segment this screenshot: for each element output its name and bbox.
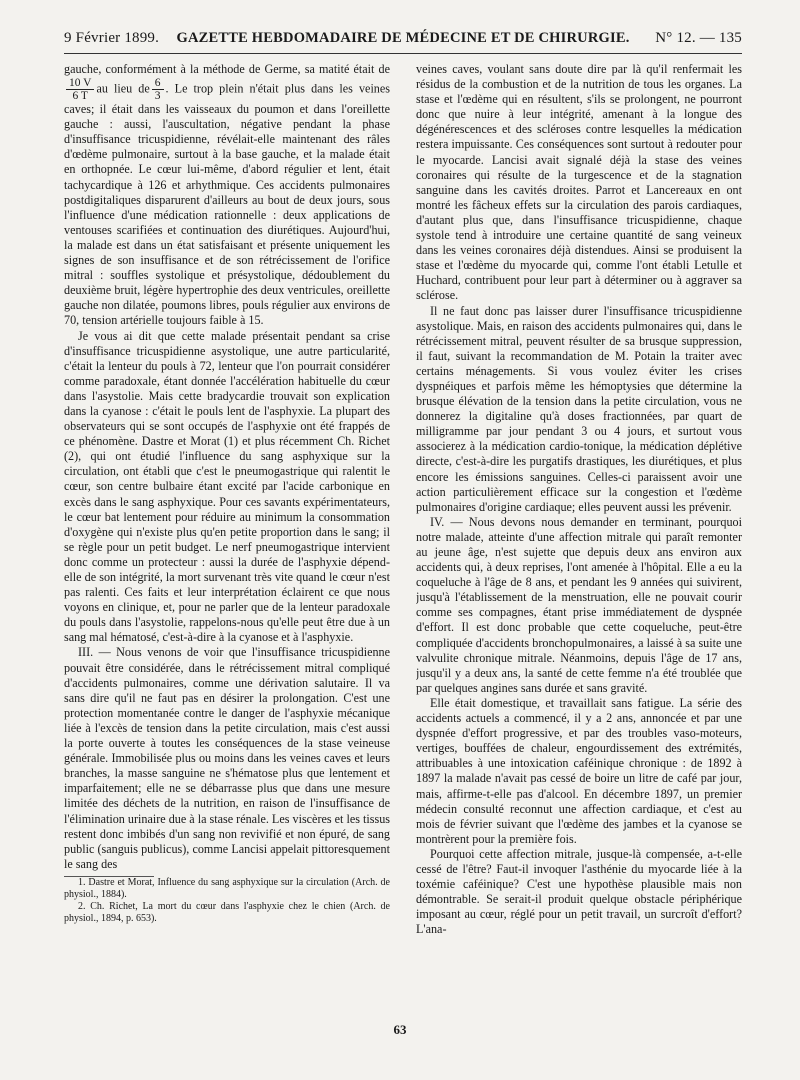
paragraph: Je vous ai dit que cette malade présentait pendant sa crise d'insuffisance tricuspidienne asystolique, une autre particularité, c'était la lenteur du pouls à 72, lenteur que l'on pourrait considérer comme paradoxale, étant donnée l'accélération habituelle du cœur dans l'asystolie. Mais cette bradycardie trouvait son explication dans la cyanose : c'était le pouls lent de l'asphyxie. La plupart des observateurs qui se sont occupés de l'asphyxie ont été frappés de ce phénomène. Dastre et Morat (1) et plus récemment Ch. Richet (2), qui ont étudié l'influence du sang asphyxique sur la circulation, ont établi que c'est le pneumogastrique qui ralentit le cœur, son centre bulbaire étant excité par l'acide carbonique en excès dans le sang asphyxique. Pour ces savants expérimentateurs, le cœur bat lentement pour réduire au minimum la consommation d'oxygène qui n'existe plus qu'en petite proportion dans le sang; il se règle pour un petit budget. Le nerf pneumogastrique intervient donc comme un protecteur : aussi la durée de l'asphyxie dépend-elle de son intégrité, la mort survenant très vite quand le cœur n'est pas ralenti. Ces faits et leur interprétation éclairent ce que nous voyons en clinique, et, pour ne parler que de la lenteur paradoxale du pouls dans l'asystolie, rappelons-nous qu'elle peut être due à un sang mal hématosé, c'est-à-dire à la cyanose et à l'asphyxie.	[64, 328, 390, 645]
header-rule	[64, 53, 742, 54]
folio-page-number: 63	[393, 1022, 407, 1037]
fraction-denominator: 6 T	[72, 90, 88, 103]
fraction	[152, 77, 164, 102]
right-column	[416, 62, 742, 1017]
paragraph	[64, 62, 390, 329]
paragraph: Il ne faut donc pas laisser durer l'insuffisance tricuspidienne asystolique. Mais, en raison des accidents pulmonaires qui, dans le rétrécissement mitral, peuvent résulter de sa brusque suppression, il faut, suivant la recommandation de M. Potain la traiter avec certains ménagements. Si vous voulez éviter les crises dyspnéiques et parfois même les hémoptysies que détermine la brusque élévation de la tension dans la petite circulation, vous ne donnerez la digitaline qu'à doses fractionnées, par quart de milligramme par jour pendant 3 ou 4 jours, et surtout vous associerez à la médication cardio-tonique, la médication déplétive directe, c'est-à-dire les purgatifs drastiques, les diurétiques, et plus encore les émissions sanguines. Celles-ci paraissent avoir une action particulièrement efficace sur la congestion et l'œdème pulmonaires d'origine cardiaque; elles peuvent aussi les prévenir.	[416, 303, 742, 514]
paragraph: III. — Nous venons de voir que l'insuffisance tricuspidienne pouvait être considérée, dans le rétrécissement mitral compliqué d'accidents pulmonaires, comme une dérivation salutaire. Il va sans dire qu'il ne faut pas en désirer la prolongation. C'est une protection momentanée contre le danger de l'asphyxie mécanique liée à l'excès de tension dans la petite circulation, mais c'est aussi la porte ouverte à toutes les conséquences de la stase veineuse générale. Immobilisée plus ou moins dans les veines caves et leurs branches, la masse sanguine ne s'hématose plus que lentement et imparfaitement; elle ne se débarrasse plus que dans une mesure limitée des déchets de la nutrition, en raison de l'insuffisance de l'élimination urinaire due à la stase rénale. Les viscères et les tissus restent donc imbibés d'un sang non revivifié et non épuré, de sang public (sanguis publicus), comme Lancisi appelait pittoresquement le sang des	[64, 645, 390, 871]
running-header	[64, 30, 742, 52]
fraction-denominator: 3	[154, 90, 161, 103]
footnote: 1. Dastre et Morat, Influence du sang asphyxique sur la circulation (Arch. de physiol., 1884).	[64, 876, 390, 900]
text-run: . Le trop plein n'était plus dans les veines caves; il était dans les vaisseaux du poumon et dans l'oreillette gauche : aussi, l'auscultation, négative pendant la phase d'insuffisance tricuspidienne, révélait-elle maintenant des râles d'œdème pulmonaire, surtout à la base gauche, et la malade était en orthopnée. Le cœur lui-même, d'abord régulier et lent, était tachycardique à 126 et arhythmique. Ces accidents pulmonaires postdigitaliques disparurent d'ailleurs au bout de deux jours, sous l'influence d'une médication rationnelle : deux applications de ventouses scarifiées et continuation des diurétiques. Aujourd'hui, la malade est dans un état satisfaisant et présente uniquement les signes de son insuffisance et de son rétrécissement de l'orifice mitral : souffles systolique et présystolique, dédoublement du deuxième bruit, légère hypertrophie des deux ventricules, oreillette gauche non dilatée, poumons libres, pouls régulier aux environs de 70, tension artérielle toujours faible à 15.	[64, 81, 390, 328]
footnote: 2. Ch. Richet, La mort du cœur dans l'asphyxie chez le chien (Arch. de physiol., 1894, p. 653).	[64, 900, 390, 924]
text-run: au lieu de	[96, 81, 150, 96]
paragraph: Pourquoi cette affection mitrale, jusque-là compensée, a-t-elle cessé de l'être? Faut-il invoquer l'asthénie du myocarde liée à la toxémie caféinique? C'est une hypothèse plausible mais non démontrable. Se serait-il produit quelque obstacle périphérique imposant au cœur, réglé pour un petit travail, un surcroît d'effort? L'ana-	[416, 846, 742, 937]
issue-page-number: N° 12. — 135	[655, 30, 742, 46]
paragraph: IV. — Nous devons nous demander en terminant, pourquoi notre malade, atteinte d'une affection mitrale qui paraît remonter au jeune âge, n'est sujette que depuis deux ans environ aux accidents qui, à deux reprises, l'ont amenée à l'hôpital. Elle a eu la coqueluche à l'âge de 8 ans, et pendant les 9 années qui suivirent, jusqu'à l'établissement de la menstruation, elle ne pouvait courir comme ses compagnes, étant prise immédiatement de dyspnée d'effort. Il est donc probable que cette coqueluche, peut-être compliquée d'accidents bronchopulmonaires, a laissé à sa suite une valvulite chronique mitrale. Néanmoins, depuis l'âge de 17 ans, jusqu'il y a deux ans, la santé de cette femme n'a été troublée que par quelques angines sans durée et sans gravité.	[416, 514, 742, 695]
journal-title: GAZETTE HEBDOMADAIRE DE MÉDECINE ET DE CHIRURGIE.	[176, 30, 630, 46]
text-run: gauche, conformément à la méthode de Germe, sa matité était de	[64, 62, 390, 76]
paragraph: veines caves, voulant sans doute dire par là qu'il renfermait les résidus de la combustion et de la nutrition de tous les organes. La stase et l'œdème qui en résultent, s'ils se prolongent, ne pourront donc que nuire à leur intégrité, amenant à la longue des dégénérescences et des scléroses contre lesquelles la médication restera impuissante. Ces conséquences sont surtout à redouter pour le myocarde. Lancisi avait signalé déjà la stase des veines coronaires qui résulte de la turgescence et de la stagnation sanguine dans les cavités droites. Parrot et Lancereaux en ont montré les fâcheux effets sur la circulation des parois cardiaques, d'autant plus que, dans l'insuffisance tricuspidienne, chaque systole tend à introduire une certaine quantité de sang veineux dans les veines coronaires déjà distendues. Ainsi se produisent la stase et l'œdème du myocarde qui, comme l'ont établi Letulle et Huchard, contribuent pour leur part à déterminer ou à aggraver sa sclérose.	[416, 62, 742, 303]
fraction-numerator: 10 V	[66, 77, 94, 90]
fraction-numerator: 6	[152, 77, 164, 90]
issue-date: 9 Février 1899.	[64, 30, 160, 46]
paragraph: Elle était domestique, et travaillait sans fatigue. La série des accidents actuels a commencé, il y a 2 ans, annoncée et par une dyspnée d'effort progressive, et par des troubles vaso-moteurs, vertiges, bouffées de chaleur, engourdissement des extrémités, attribuables à une intoxication caféinique chronique : de 1892 à 1897 la malade n'avait pas cessé de boire un litre de café par jour, mais, affirme-t-elle pas d'alcool. En décembre 1897, un premier médecin consulté reconnut une affection cardiaque, et c'est au mois de février suivant que l'œdème des jambes et la cyanose se montrèrent pour la première fois.	[416, 695, 742, 846]
fraction	[66, 77, 94, 102]
left-column	[64, 62, 390, 1017]
